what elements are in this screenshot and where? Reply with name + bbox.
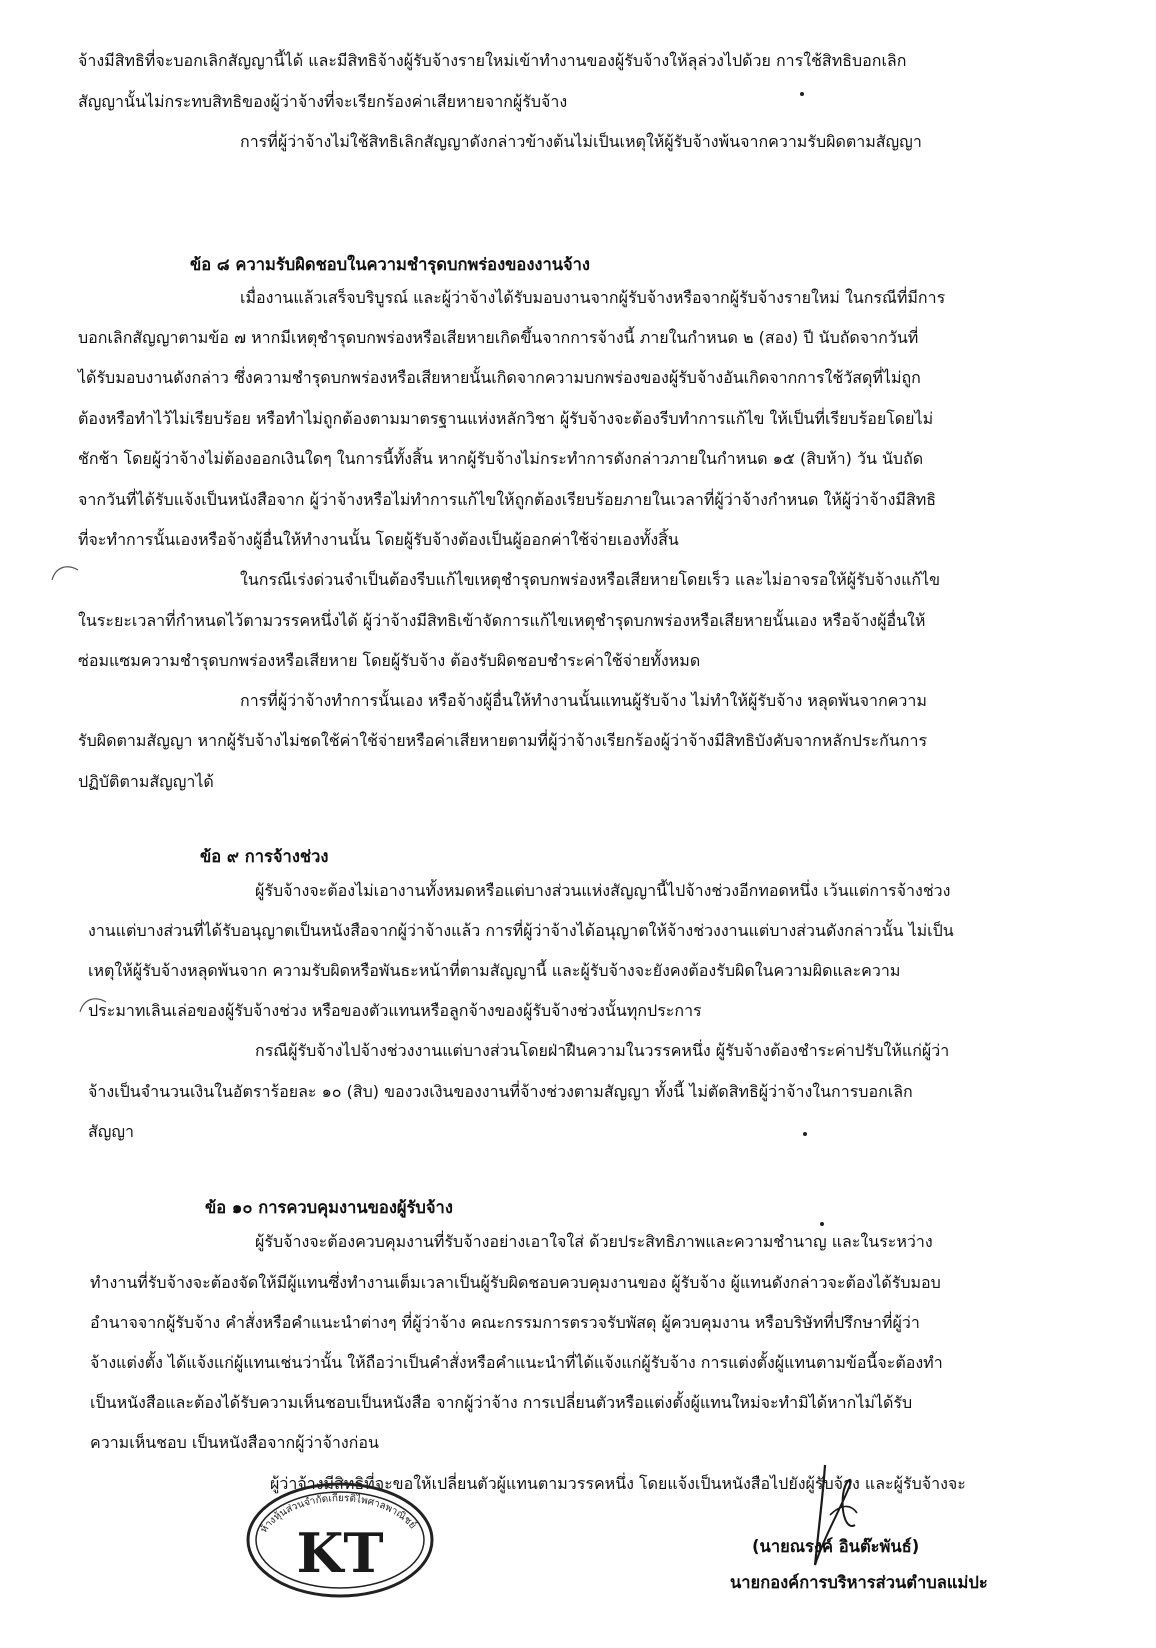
section-8-line: บอกเลิกสัญญาตามข้อ ๗ หากมีเหตุชำรุดบกพร่องหรือเสียหายเกิดขึ้นจากการจ้างนี้ ภายในกำหนด ๒ (สอง) ปี นับถัดจากวันที่ — [78, 328, 919, 347]
intro-line-2: สัญญานั้นไม่กระทบสิทธิของผู้ว่าจ้างที่จะเรียกร้องค่าเสียหายจากผู้รับจ้าง — [78, 92, 568, 111]
scan-speck — [800, 92, 804, 96]
section-8-line: รับผิดตามสัญญา หากผู้รับจ้างไม่ชดใช้ค่าใช้จ่ายหรือค่าเสียหายตามที่ผู้ว่าจ้างเรียกร้องผู้ว่าจ้างมีสิทธิบังคับจากหลักประกันการ — [78, 731, 928, 750]
section-10-heading: ข้อ ๑๐ การควบคุมงานของผู้รับจ้าง — [205, 1198, 453, 1217]
signatory-title: นายกองค์การบริหารส่วนตำบลแม่ปะ — [730, 1573, 988, 1592]
signatory-name: (นายณรงค์ อินต๊ะพันธ์) — [752, 1537, 920, 1556]
section-8-line: จากวันที่ได้รับแจ้งเป็นหนังสือจาก ผู้ว่าจ้างหรือไม่ทำการแก้ไขให้ถูกต้องเรียบร้อยภายในเวลาที่ผู้ว่าจ้างกำหนด ให้ผู้ว่าจ้างมีสิทธิ — [78, 490, 937, 509]
section-9-line: กรณีผู้รับจ้างไปจ้างช่วงงานแต่บางส่วนโดยฝ่าฝืนความในวรรคหนึ่ง ผู้รับจ้างต้องชำระค่าปรับให้แก่ผู้ว่า — [255, 1041, 950, 1060]
section-8-line: ชักช้า โดยผู้ว่าจ้างไม่ต้องออกเงินใดๆ ในการนี้ทั้งสิ้น หากผู้รับจ้างไม่กระทำการดังกล่าวภายในกำหนด ๑๕ (สิบห้า) วัน นับถัด — [78, 449, 924, 468]
binder-hole-mark-icon — [78, 992, 108, 1016]
section-9-line: เหตุให้ผู้รับจ้างหลุดพ้นจาก ความรับผิดหรือพันธะหน้าที่ตามสัญญานี้ และผู้รับจ้างจะยังคงต้องรับผิดในความผิดและความ — [88, 961, 901, 980]
section-8-line: ในกรณีเร่งด่วนจำเป็นต้องรีบแก้ไขเหตุชำรุดบกพร่องหรือเสียหายโดยเร็ว และไม่อาจรอให้ผู้รับจ้างแก้ไข — [240, 570, 941, 589]
section-10-line: อำนาจจากผู้รับจ้าง คำสั่งหรือคำแนะนำต่างๆ ที่ผู้ว่าจ้าง คณะกรรมการตรวจรับพัสดุ ผู้ควบคุมงาน หรือบริษัทที่ปรึกษาที่ผู้ว่า — [90, 1313, 920, 1332]
section-10-line: ทำงานที่รับจ้างจะต้องจัดให้มีผู้แทนซึ่งทำงานเต็มเวลาเป็นผู้รับผิดชอบควบคุมงานของ ผู้รับจ้าง ผู้แทนดังกล่าวจะต้องได้รับมอบ — [90, 1273, 941, 1292]
intro-line-1: จ้างมีสิทธิที่จะบอกเลิกสัญญานี้ได้ และมีสิทธิจ้างผู้รับจ้างรายใหม่เข้าทำงานของผู้รับจ้างให้ลุล่วงไปด้วย การใช้สิทธิบอกเลิก — [78, 51, 907, 70]
binder-hole-mark-icon — [50, 560, 80, 584]
company-stamp — [240, 1470, 440, 1600]
section-10-line: จ้างแต่งตั้ง ได้แจ้งแก่ผู้แทนเช่นว่านั้น ให้ถือว่าเป็นคำสั่งหรือคำแนะนำที่ได้แจ้งแก่ผู้รับจ้าง การแต่งตั้งผู้แทนตามข้อนี้จะต้องทำ — [90, 1353, 943, 1372]
scan-speck — [820, 1222, 824, 1226]
stamp-logo: KT — [296, 1521, 384, 1585]
section-10-line: ความเห็นชอบ เป็นหนังสือจากผู้ว่าจ้างก่อน — [90, 1433, 379, 1452]
section-9-line: ประมาทเลินเล่อของผู้รับจ้างช่วง หรือของตัวแทนหรือลูกจ้างของผู้รับจ้างช่วงนั้นทุกประการ — [88, 1001, 702, 1020]
section-9-line: งานแต่บางส่วนที่ได้รับอนุญาตเป็นหนังสือจากผู้ว่าจ้างแล้ว การที่ผู้ว่าจ้างได้อนุญาตให้จ้างช่วงงานแต่บางส่วนดังกล่าวนั้น ไม่เป็น — [88, 921, 954, 940]
section-8-line: ได้รับมอบงานดังกล่าว ซึ่งความชำรุดบกพร่องหรือเสียหายนั้นเกิดจากความบกพร่องของผู้รับจ้างอันเกิดจากการใช้วัสดุที่ไม่ถูก — [78, 368, 921, 387]
intro-line-3: การที่ผู้ว่าจ้างไม่ใช้สิทธิเลิกสัญญาดังกล่าวข้างต้นไม่เป็นเหตุให้ผู้รับจ้างพ้นจากความรับผิดตามสัญญา — [240, 132, 922, 151]
section-8-line: ปฏิบัติตามสัญญาได้ — [78, 772, 214, 791]
stamp-ring-text: ห้างหุ้นส่วนจำกัดเกียรติไพศาลพาณิชย์ — [258, 1493, 419, 1536]
section-9-line: ผู้รับจ้างจะต้องไม่เอางานทั้งหมดหรือแต่บางส่วนแห่งสัญญานี้ไปจ้างช่วงอีกทอดหนึ่ง เว้นแต่การจ้างช่วง — [255, 881, 951, 900]
section-9-line: สัญญา — [88, 1122, 135, 1141]
section-8-line: ต้องหรือทำไว้ไม่เรียบร้อย หรือทำไม่ถูกต้องตามมาตรฐานแห่งหลักวิชา ผู้รับจ้างจะต้องรีบทำการแก้ไข ให้เป็นที่เรียบร้อยโดยไม่ — [78, 409, 934, 428]
section-8-line: การที่ผู้ว่าจ้างทำการนั้นเอง หรือจ้างผู้อื่นให้ทำงานนั้นแทนผู้รับจ้าง ไม่ทำให้ผู้รับจ้าง หลุดพ้นจากความ — [240, 691, 927, 710]
section-8-heading: ข้อ ๘ ความรับผิดชอบในความชำรุดบกพร่องของงานจ้าง — [190, 255, 590, 274]
section-8-line: เมื่องานแล้วเสร็จบริบูรณ์ และผู้ว่าจ้างได้รับมอบงานจากผู้รับจ้างหรือจากผู้รับจ้างรายใหม่ ในกรณีที่มีการ — [240, 288, 946, 307]
section-9-line: จ้างเป็นจำนวนเงินในอัตราร้อยละ ๑๐ (สิบ) ของวงเงินของงานที่จ้างช่วงตามสัญญา ทั้งนี้ ไม่ตัดสิทธิผู้ว่าจ้างในการบอกเลิก — [88, 1082, 913, 1101]
section-10-line: เป็นหนังสือและต้องได้รับความเห็นชอบเป็นหนังสือ จากผู้ว่าจ้าง การเปลี่ยนตัวหรือแต่งตั้งผู้แทนใหม่จะทำมิได้หากไม่ได้รับ — [90, 1393, 913, 1412]
section-10-line: ผู้ว่าจ้างมีสิทธิที่จะขอให้เปลี่ยนตัวผู้แทนตามวรรคหนึ่ง โดยแจ้งเป็นหนังสือไปยังผู้รับจ้าง และผู้รับจ้างจะ — [270, 1474, 966, 1493]
section-10-line: ผู้รับจ้างจะต้องควบคุมงานที่รับจ้างอย่างเอาใจใส่ ด้วยประสิทธิภาพและความชำนาญ และในระหว่าง — [255, 1232, 933, 1251]
section-8-line: ซ่อมแซมความชำรุดบกพร่องหรือเสียหาย โดยผู้รับจ้าง ต้องรับผิดชอบชำระค่าใช้จ่ายทั้งหมด — [78, 651, 701, 670]
section-8-line: ในระยะเวลาที่กำหนดไว้ตามวรรคหนึ่งได้ ผู้ว่าจ้างมีสิทธิเข้าจัดการแก้ไขเหตุชำรุดบกพร่องหรือเสียหายนั้นเอง หรือจ้างผู้อื่นให้ — [78, 611, 926, 630]
scan-speck — [803, 1132, 807, 1136]
section-9-heading: ข้อ ๙ การจ้างช่วง — [200, 847, 329, 866]
section-8-line: ที่จะทำการนั้นเองหรือจ้างผู้อื่นให้ทำงานนั้น โดยผู้รับจ้างต้องเป็นผู้ออกค่าใช้จ่ายเองทั้งสิ้น — [78, 530, 679, 549]
